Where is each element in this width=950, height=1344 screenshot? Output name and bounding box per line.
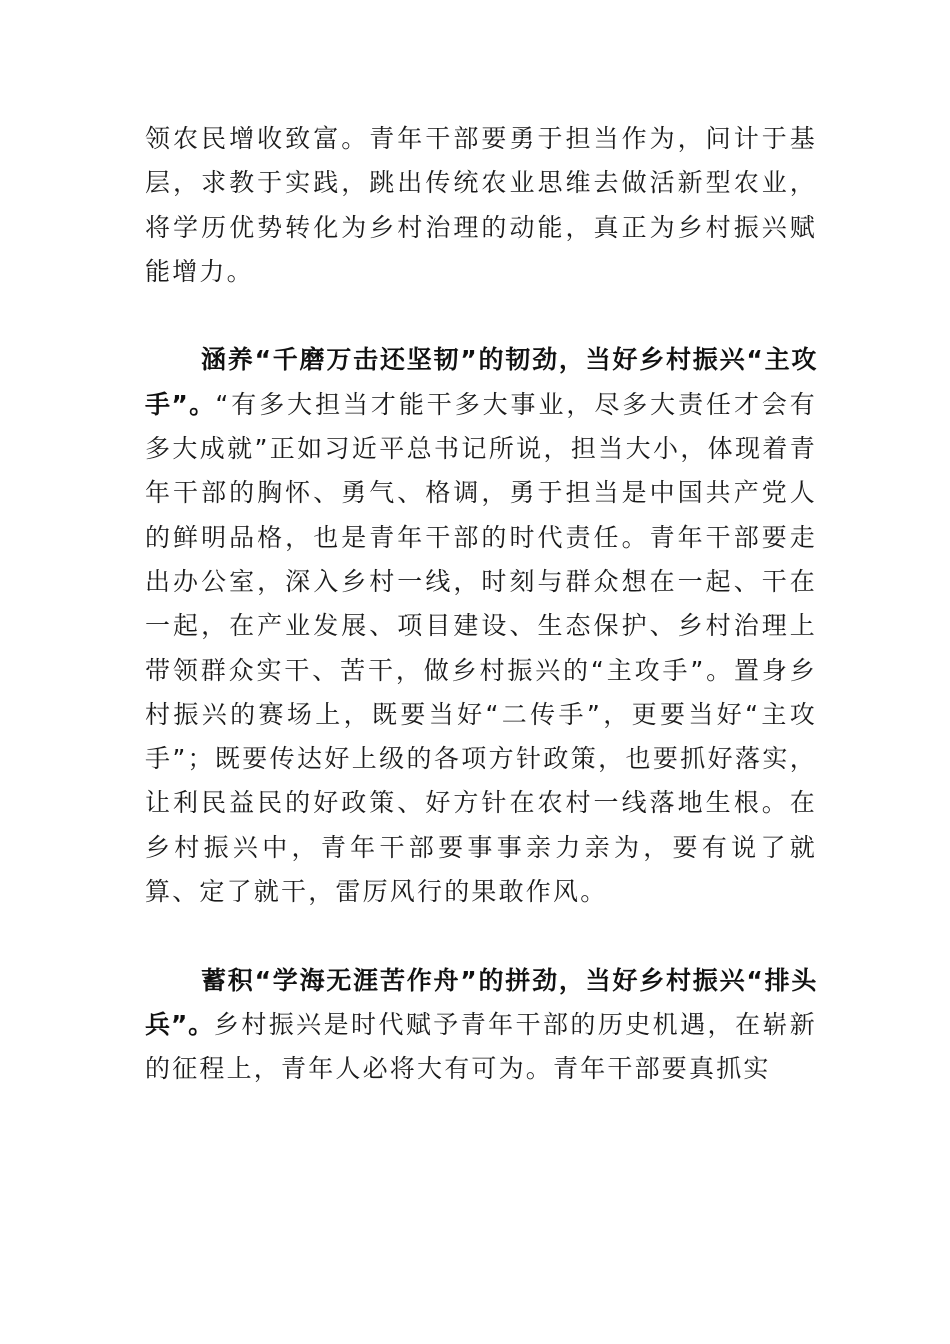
paragraph-3-heading: 蓄积“学海无涯苦作舟”的拼劲，当好乡村振兴“排头兵”。 <box>145 965 817 1039</box>
paragraph-1-text: 领农民增收致富。青年干部要勇于担当作为，问计于基层，求教于实践，跳出传统农业思维去做活新型农业，将学历优势转化为乡村治理的动能，真正为乡村振兴赋能增力。 <box>145 124 817 286</box>
paragraph-2-heading: 涵养“千磨万击还坚韧”的韧劲，当好乡村振兴“主攻手”。 <box>145 345 817 419</box>
document-body <box>145 117 817 1092</box>
paragraph-3 <box>145 959 817 1092</box>
paragraph-1 <box>145 117 817 294</box>
paragraph-3-text: 乡村振兴是时代赋予青年干部的历史机遇，在崭新的征程上，青年人必将大有可为。青年干部要真抓实 <box>145 1009 817 1084</box>
paragraph-spacer <box>145 914 817 958</box>
paragraph-spacer <box>145 294 817 338</box>
paragraph-2-text: “有多大担当才能干多大事业，尽多大责任才会有多大成就”正如习近平总书记所说，担当大小，体现着青年干部的胸怀、勇气、格调，勇于担当是中国共产党人的鲜明品格，也是青年干部的时代责任。青年干部要走出办公室，深入乡村一线，时刻与群众想在一起、干在一起，在产业发展、项目建设、生态保护、乡村治理上带领群众实干、苦干，做乡村振兴的“主攻手”。置身乡村振兴的赛场上，既要当好“二传手”，更要当好“主攻手”；既要传达好上级的各项方针政策，也要抓好落实，让利民益民的好政策、好方针在农村一线落地生根。在乡村振兴中，青年干部要事事亲力亲为，要有说了就算、定了就干，雷厉风行的果敢作风。 <box>145 389 818 907</box>
paragraph-2 <box>145 338 817 914</box>
